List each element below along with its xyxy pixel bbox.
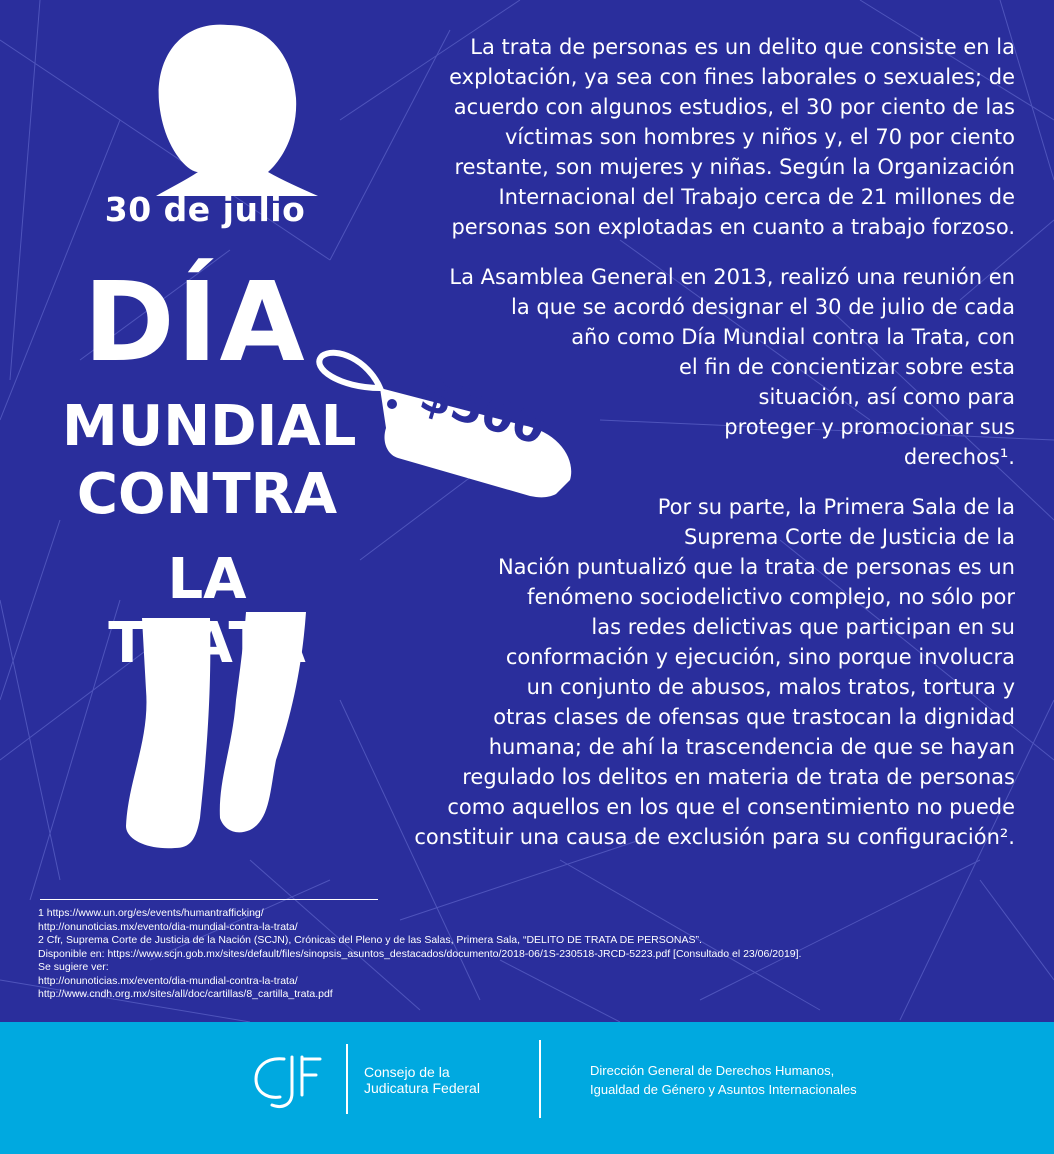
text-line: las redes delictivas que participan en su [591,615,1015,639]
cjf-logo-icon [250,1049,330,1113]
text-line: explotación, ya sea con fines laborales o sexuales; de [449,65,1015,89]
logo-divider [346,1044,348,1114]
text-line: otras clases de ofensas que trastocan la dignidad [493,705,1015,729]
text-line: como aquellos en los que el consentimiento no puede [447,795,1015,819]
footnote-line: Se sugiere ver: [38,961,109,973]
text-line: derechos¹. [903,445,1015,469]
text-line: año como Día Mundial contra la Trata, con [571,325,1015,349]
paragraph-scjn [325,492,1015,852]
footnote-link[interactable]: Disponible en: https://www.scjn.gob.mx/sites/default/files/sinopsis_asuntos_destacados/documento/2018-06/1S-230518-JRCD-5223.pdf [Consultado el 23/06/2019]. [38,947,802,960]
text-line: regulado los delitos en materia de trata de personas [462,765,1015,789]
footer-bar [0,1022,1054,1154]
institution-name [364,1064,480,1096]
footnote-line: 2 Cfr, Suprema Corte de Justicia de la Nación (SCJN), Crónicas del Pleno y de las Salas, Primera Sala, “DELITO DE TRATA DE PERSONAS”. [38,934,702,946]
poster-date: 30 de julio [104,190,306,229]
text-line: restante, son mujeres y niñas. Según la Organización [454,155,1015,179]
text-line: acuerdo con algunos estudios, el 30 por ciento de las [453,95,1015,119]
footnote-line: 1 https://www.un.org/es/events/humantrafficking/ [38,907,264,919]
footnote-link[interactable]: http://www.cndh.org.mx/sites/all/doc/cartillas/8_cartilla_trata.pdf [38,988,333,1000]
department-line: Igualdad de Género y Asuntos Internacionales [590,1082,857,1097]
text-line: personas son explotadas en cuanto a trabajo forzoso. [451,215,1015,239]
footer-divider [539,1040,541,1118]
paragraph-asamblea [330,262,1015,472]
institution-line: Consejo de la [364,1064,450,1080]
text-line: un conjunto de abusos, malos tratos, tortura y [526,675,1015,699]
footnote-link[interactable]: http://onunoticias.mx/evento/dia-mundial-contra-la-trata/ [38,920,298,933]
text-line: víctimas son hombres y niños y, el 70 por ciento [504,125,1015,149]
logo-initials: CJF [250,1049,252,1050]
text-line: situación, así como para [758,385,1015,409]
text-line: Suprema Corte de Justicia de la [683,525,1015,549]
text-line: humana; de ahí la trascendencia de que se hayan [488,735,1015,759]
text-line: La Asamblea General en 2013, realizó una reunión en [449,265,1015,289]
footnotes [38,907,1038,1002]
text-line: constituir una causa de exclusión para su configuración². [414,825,1015,849]
text-line: Nación puntualizó que la trata de personas es un [497,555,1015,579]
text-line: el fin de concientizar sobre esta [679,355,1015,379]
text-line: conformación y ejecución, sino porque involucra [505,645,1015,669]
text-line: fenómeno sociodelictivo complejo, no sólo por [527,585,1015,609]
institution-line: Judicatura Federal [364,1080,480,1096]
title-contra: CONTRA [76,462,338,527]
department-name [590,1061,857,1099]
text-line: la que se acordó designar el 30 de julio de cada [511,295,1015,319]
text-line: Por su parte, la Primera Sala de la [657,495,1015,519]
text-line: proteger y promocionar sus [724,415,1015,439]
footnote-link[interactable]: http://onunoticias.mx/evento/dia-mundial-contra-la-trata/ [38,974,298,987]
title-mundial: MUNDIAL [62,394,357,459]
price-tag-label: $500 [413,366,553,456]
paragraph-definition [325,32,1015,242]
text-line: Internacional del Trabajo cerca de 21 millones de [498,185,1015,209]
head-silhouette [156,25,318,196]
text-line: La trata de personas es un delito que consiste en la [470,35,1015,59]
title-la-trata: LA TRATA [108,547,306,676]
department-line: Dirección General de Derechos Humanos, [590,1063,835,1078]
title-dia: DÍA [83,258,307,386]
footnote-divider [40,899,378,900]
